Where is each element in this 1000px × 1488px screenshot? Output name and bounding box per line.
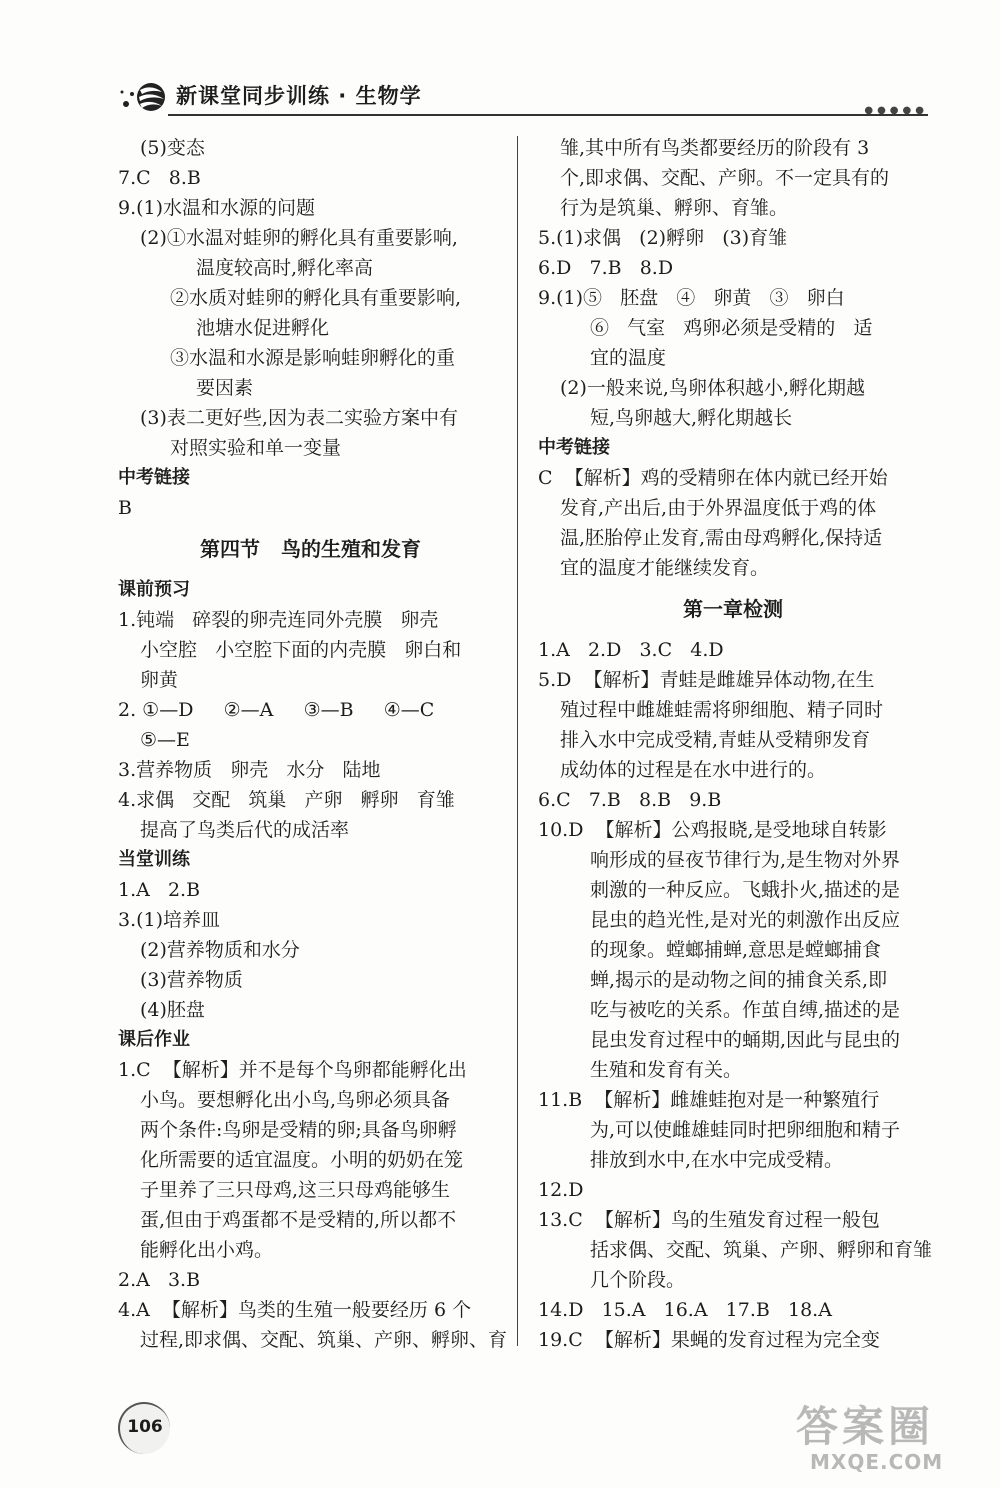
text-line: (2)①水温对蛙卵的孵化具有重要影响,: [140, 227, 458, 249]
text-line: 12.D: [538, 1179, 584, 1201]
text-line: 小空腔 小空腔下面的内壳膜 卵白和: [140, 639, 462, 661]
page-header: [118, 74, 928, 120]
text-line: 蛋,但由于鸡蛋都不是受精的,所以都不: [140, 1209, 457, 1231]
text-line: 池塘水促进孵化: [196, 317, 330, 339]
text-line: 排入水中完成受精,青蛙从受精卵发育: [560, 729, 871, 751]
subheading: 课前预习: [118, 579, 190, 600]
text-line: 过程,即求偶、交配、筑巢、产卵、孵卵、育: [140, 1329, 508, 1351]
text-line: (5)变态: [140, 137, 205, 159]
text-line: 宜的温度: [590, 347, 667, 369]
subheading: 当堂训练: [118, 849, 190, 870]
text-line: 生殖和发育有关。: [590, 1059, 743, 1081]
text-line: 能孵化出小鸡。: [140, 1239, 274, 1261]
text-line: 1.A 2.D 3.C 4.D: [538, 639, 724, 661]
text-line: 1.钝端 碎裂的卵壳连同外壳膜 卵壳: [118, 609, 439, 631]
text-line: 6.D 7.B 8.D: [538, 257, 674, 279]
text-line: 4.求偶 交配 筑巢 产卵 孵卵 育雏: [118, 789, 455, 811]
text-line: 温,胚胎停止发育,需由母鸡孵化,保持适: [560, 527, 883, 549]
text-line: 小鸟。要想孵化出小鸟,鸟卵必须具备: [140, 1089, 451, 1111]
text-line: 3.营养物质 卵壳 水分 陆地: [118, 759, 381, 781]
left-column: [118, 133, 508, 1355]
right-column: [538, 133, 933, 1355]
section-title: 第四节 鸟的生殖和发育: [200, 537, 421, 561]
text-line: 刺激的一种反应。飞蛾扑火,描述的是: [590, 879, 901, 901]
text-line: 雏,其中所有鸟类都要经历的阶段有 3: [560, 137, 870, 159]
text-line: 蝉,揭示的是动物之间的捕食关系,即: [590, 969, 888, 991]
text-line: (3)营养物质: [140, 969, 243, 991]
text-line: 行为是筑巢、孵卵、育雏。: [560, 197, 789, 219]
header-rule: [168, 114, 928, 116]
text-line: ③水温和水源是影响蛙卵孵化的重: [170, 347, 456, 369]
text-line: 7.C 8.B: [118, 167, 201, 189]
text-line: 化所需要的适宜温度。小明的奶奶在笼: [140, 1149, 464, 1171]
text-line: 9.(1)⑤ 胚盘 ④ 卵黄 ③ 卵白: [538, 287, 845, 309]
text-line: ⑤—E: [140, 729, 190, 751]
text-line: ②水质对蛙卵的孵化具有重要影响,: [170, 287, 462, 309]
section-title: 第一章检测: [683, 597, 783, 621]
text-line: 短,鸟卵越大,孵化期越长: [590, 407, 793, 429]
text-line: 6.C 7.B 8.B 9.B: [538, 789, 722, 811]
text-line: 温度较高时,孵化率高: [196, 257, 374, 279]
subheading: 中考链接: [538, 437, 610, 458]
text-line: 提高了鸟类后代的成活率: [140, 819, 350, 841]
text-line: 括求偶、交配、筑巢、产卵、孵卵和育雏: [590, 1239, 933, 1261]
text-line: 10.D 【解析】公鸡报晓,是受地球自转影: [538, 819, 887, 841]
column-divider: [517, 136, 518, 1346]
text-line: 5.D 【解析】青蛙是雌雄异体动物,在生: [538, 669, 875, 691]
page-number: 106: [118, 1402, 170, 1454]
text-line: (2)营养物质和水分: [140, 939, 300, 961]
text-line: (3)表二更好些,因为表二实验方案中有: [140, 407, 458, 429]
text-line: 子里养了三只母鸡,这三只母鸡能够生: [140, 1179, 451, 1201]
text-line: 4.A 【解析】鸟类的生殖一般要经历 6 个: [118, 1299, 472, 1321]
text-line: 两个条件:鸟卵是受精的卵;具备鸟卵孵: [140, 1119, 457, 1141]
header-title: 新课堂同步训练 · 生物学: [176, 84, 422, 108]
watermark-text: 答案圈: [796, 1402, 935, 1451]
text-line: 要因素: [196, 377, 254, 399]
text-line: 1.A 2.B: [118, 879, 201, 901]
text-line: ⑥ 气室 鸡卵必须是受精的 适: [590, 317, 873, 339]
text-line: 宜的温度才能继续发育。: [560, 557, 770, 579]
text-line: 个,即求偶、交配、产卵。不一定具有的: [560, 167, 890, 189]
text-line: 卵黄: [140, 669, 179, 691]
text-line: (2)一般来说,鸟卵体积越小,孵化期越: [560, 377, 865, 399]
text-line: 成幼体的过程是在水中进行的。: [560, 759, 827, 781]
subheading: 中考链接: [118, 467, 190, 488]
text-line: 13.C 【解析】鸟的生殖发育过程一般包: [538, 1209, 880, 1231]
text-line: (4)胚盘: [140, 999, 205, 1021]
text-line: 5.(1)求偶 (2)孵卵 (3)育雏: [538, 227, 788, 249]
text-line: 几个阶段。: [590, 1269, 686, 1291]
text-line: 9.(1)水温和水源的问题: [118, 197, 316, 219]
text-line: 吃与被吃的关系。作茧自缚,描述的是: [590, 999, 901, 1021]
watermark-logo: [750, 1392, 990, 1482]
book-logo-icon: [118, 80, 168, 114]
text-line: 的现象。螳螂捕蝉,意思是螳螂捕食: [590, 939, 882, 961]
text-line: 对照实验和单一变量: [170, 437, 342, 459]
text-line: 2. ①—D ②—A ③—B ④—C: [118, 699, 435, 721]
text-line: 19.C 【解析】果蝇的发育过程为完全变: [538, 1329, 880, 1351]
text-line: 昆虫发育过程中的蛹期,因此与昆虫的: [590, 1029, 901, 1051]
text-line: 1.C 【解析】并不是每个鸟卵都能孵化出: [118, 1059, 467, 1081]
text-line: 昆虫的趋光性,是对光的刺激作出反应: [590, 909, 901, 931]
text-line: 2.A 3.B: [118, 1269, 201, 1291]
text-line: 响形成的昼夜节律行为,是生物对外界: [590, 849, 901, 871]
text-line: 14.D 15.A 16.A 17.B 18.A: [538, 1299, 832, 1321]
text-line: B: [118, 497, 132, 519]
text-line: 11.B 【解析】雌雄蛙抱对是一种繁殖行: [538, 1089, 880, 1111]
text-line: 殖过程中雌雄蛙需将卵细胞、精子同时: [560, 699, 884, 721]
watermark-url: MXQE.COM: [810, 1450, 944, 1474]
text-line: C 【解析】鸡的受精卵在体内就已经开始: [538, 467, 888, 489]
subheading: 课后作业: [118, 1029, 190, 1050]
text-line: 发育,产出后,由于外界温度低于鸡的体: [560, 497, 877, 519]
text-line: 为,可以使雌雄蛙同时把卵细胞和精子: [590, 1119, 901, 1141]
text-line: 排放到水中,在水中完成受精。: [590, 1149, 844, 1171]
text-line: 3.(1)培养皿: [118, 909, 221, 931]
header-dots: ●●●●●: [864, 105, 928, 116]
